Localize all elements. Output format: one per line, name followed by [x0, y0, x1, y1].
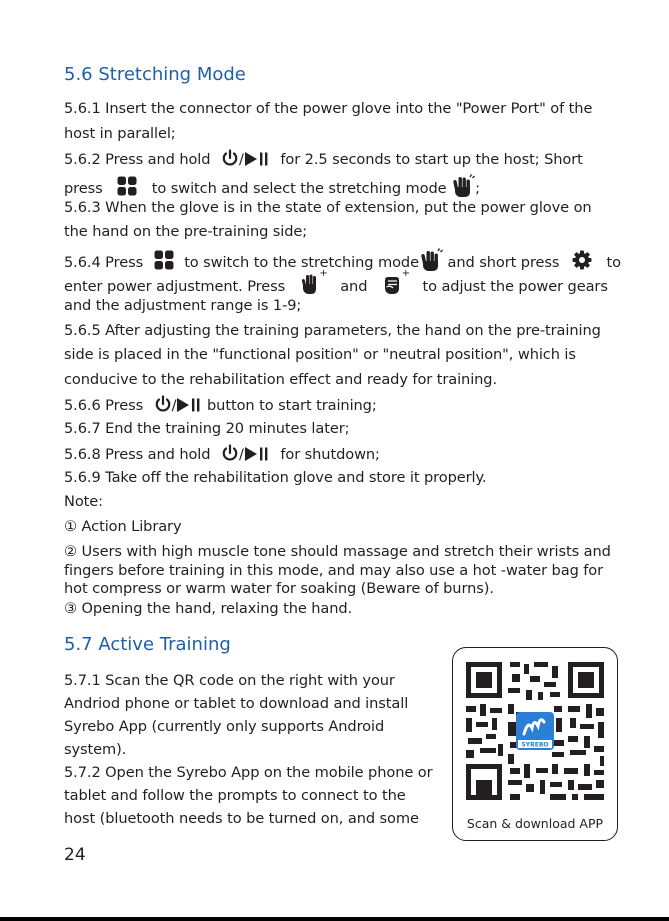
paragraph-line: the hand on the pre-training side; [64, 223, 308, 240]
qr-code-card [452, 647, 618, 841]
paragraph-line: host (bluetooth needs to be turned on, and some [64, 810, 419, 827]
paragraph-line: 5.7.2 Open the Syrebo App on the mobile phone or [64, 764, 433, 781]
section-heading-5-6: 5.6 Stretching Mode [64, 64, 246, 85]
paragraph-line: and the adjustment range is 1-9; [64, 297, 302, 314]
paragraph-line: 5.6.3 When the glove is in the state of extension, put the power glove on [64, 199, 592, 216]
text-span: and [340, 278, 368, 295]
paragraph-line: Syrebo App (currently only supports Android [64, 718, 385, 735]
paragraph-line: system). [64, 741, 127, 758]
paragraph-line [64, 444, 380, 464]
qr-logo-text: SYREBO [521, 741, 549, 749]
note-item: ① Action Library [64, 518, 182, 535]
note-item: hot compress or warm water for soaking (Beware of burns). [64, 580, 494, 597]
paragraph-line: 5.6.1 Insert the connector of the power glove into the "Power Port" of the [64, 100, 593, 117]
text-span: 5.6.6 Press [64, 397, 144, 414]
text-span: 5.6.8 Press and hold [64, 446, 211, 463]
paragraph-line [64, 395, 377, 415]
power-icon [154, 395, 172, 413]
slash-text: / [238, 446, 244, 463]
paragraph-line [64, 149, 583, 169]
qr-code[interactable] [460, 656, 610, 806]
play-pause-icon [244, 151, 270, 167]
note-item: fingers before training in this mode, and may also use a hot -water bag for [64, 562, 604, 579]
page-number: 24 [64, 845, 86, 865]
power-icon [221, 149, 239, 167]
paragraph-line: 5.6.7 End the training 20 minutes later; [64, 420, 350, 437]
paragraph-line: Andriod phone or tablet to download and install [64, 695, 409, 712]
paragraph-line: tablet and follow the prompts to connect to the [64, 787, 406, 804]
note-item: ② Users with high muscle tone should massage and stretch their wrists and [64, 543, 611, 560]
paragraph-line [64, 268, 608, 300]
text-span: for 2.5 seconds to start up the host; Short [280, 151, 583, 168]
paragraph-line: 5.6.9 Take off the rehabilitation glove and store it properly. [64, 469, 487, 486]
paragraph-line: 5.7.1 Scan the QR code on the right with your [64, 672, 395, 689]
slash-text: / [171, 397, 177, 414]
text-span: to [606, 254, 621, 271]
text-span: enter power adjustment. Press [64, 278, 286, 295]
play-pause-icon [244, 446, 270, 462]
section-heading-5-7: 5.7 Active Training [64, 634, 231, 655]
plus-sign: + [319, 268, 328, 279]
bottom-rule [0, 917, 669, 921]
syrebo-logo-icon [516, 712, 554, 750]
text-span: for shutdown; [280, 446, 380, 463]
text-span: 5.6.4 Press [64, 254, 144, 271]
text-span: to switch to the stretching mode [184, 254, 419, 271]
paragraph-line: side is placed in the "functional position" or "neutral position", which is [64, 346, 576, 363]
paragraph-line: host in parallel; [64, 125, 176, 142]
text-span: to adjust the power gears [422, 278, 608, 295]
text-span: 5.6.2 Press and hold [64, 151, 211, 168]
text-span: press [64, 180, 103, 197]
hand-plus-icon [300, 268, 328, 300]
power-icon [221, 444, 239, 462]
qr-caption: Scan & download APP [466, 816, 604, 831]
slash-text: / [238, 151, 244, 168]
text-span: ; [475, 180, 480, 197]
gear-icon [572, 250, 592, 275]
note-label: Note: [64, 493, 103, 510]
mode-button-icon [117, 176, 137, 201]
fist-plus-icon [382, 268, 410, 300]
mode-button-icon [154, 250, 174, 275]
paragraph-line: conducive to the rehabilitation effect and ready for training. [64, 371, 497, 388]
text-span: button to start training; [207, 397, 377, 414]
paragraph-line: 5.6.5 After adjusting the training parameters, the hand on the pre-training [64, 322, 601, 339]
plus-sign: + [401, 268, 410, 279]
note-item: ③ Opening the hand, relaxing the hand. [64, 600, 353, 617]
play-pause-icon [176, 397, 202, 413]
text-span: to switch and select the stretching mode [151, 180, 447, 197]
text-span: and short press [447, 254, 560, 271]
